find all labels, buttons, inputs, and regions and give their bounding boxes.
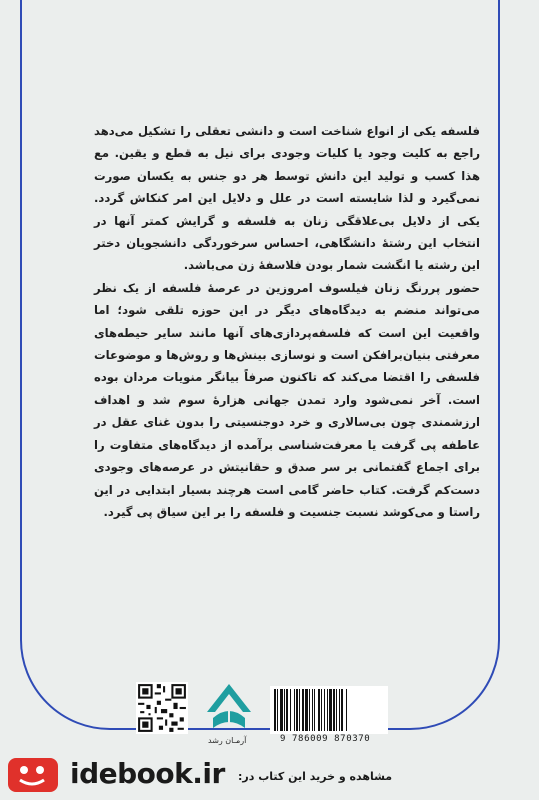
- isbn-barcode: [270, 686, 388, 734]
- publisher-logo-icon: [199, 678, 259, 738]
- paragraph-2: حضور پررنگ زنان فیلسوف امروزین در عرصهٔ فلسفه از یک نظر می‌تواند منضم به دیدگاه‌های دیگر در این حوزه تلقی شود؛ اما واقعیت این است که فلسفه‌پردازی‌های آنها مانند سایر حیطه‌های معرفتی بنیان‌برافکن است و نوسازی بینش‌ها و روش‌ها و موضوعات فلسفی را اقتضا می‌کند که تاکنون صرفاً بیانگر منویات مردان بوده است. آخر نمی‌شود وارد تمدن جهانی هزارهٔ سوم شد و اهداف ارزشمندی چون بی‌سالاری و خرد دوجنسیتی را بدون غنای عقل در عاطفه پی گرفت یا معرفت‌شناسی برآمده از دیدگاه‌های متفاوت را برای اجماع گفتمانی بر سر صدق و حقانیتش در عرصه‌های وجودی دست‌کم گرفت. کتاب حاضر گامی است هرچند بسیار ابتدایی در این راستا و می‌کوشد نسبت جنسیت و فلسفه را بر این سیاق پی گیرد.: [94, 280, 480, 519]
- paragraph-1: فلسفه یکی از انواع شناخت است و دانشی تعقلی را تشکیل می‌دهد راجع به کلیت وجود یا کلیات وجودی برای نیل به قطع و یقین. مع هذا کسب و تولید این دانش توسط هر دو جنس به یکسان صورت نمی‌گیرد و لذا شایسته است در علل و دلایل این امر کنکاش گردد. یکی از دلایل بی‌علاقگی زنان به فلسفه و گرایش کمتر آنها در انتخاب این رشتهٔ دانشگاهی، احساس سرخوردگی دانشجویان دختر این رشته یا انگشت شمار بودن فلاسفهٔ زن می‌باشد.: [94, 124, 480, 273]
- idebook-logo-icon: [6, 754, 62, 794]
- qr-code: [136, 682, 188, 734]
- back-cover-text: [94, 120, 480, 523]
- isbn-number: 9 786009 870370: [280, 734, 371, 744]
- publisher-name: آرمـان رشد: [208, 736, 247, 745]
- idebook-brand[interactable]: idebook.ir: [70, 757, 225, 790]
- idebook-caption: مشاهده و خرید این کتاب در:: [238, 770, 393, 783]
